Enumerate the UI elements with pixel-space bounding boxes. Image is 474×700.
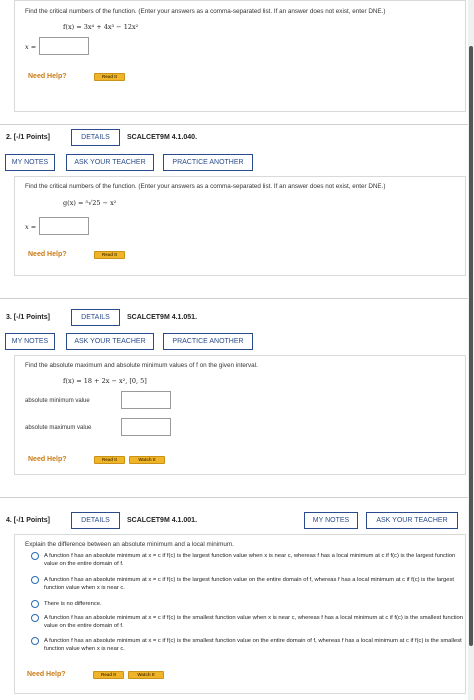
q2-x-label: x =: [25, 223, 37, 231]
q3-min-label: absolute minimum value: [25, 398, 90, 404]
radio-button[interactable]: [31, 614, 39, 622]
q3-watch-it-button[interactable]: Watch It: [129, 456, 165, 464]
q3-header: 3. [-/1 Points]: [6, 314, 50, 321]
q4-prompt: Explain the difference between an absolute minimum and a local minimum.: [25, 541, 234, 548]
q3-max-input[interactable]: [121, 418, 171, 436]
q2-read-it-button[interactable]: Read It: [94, 251, 125, 259]
q1-read-it-button[interactable]: Read It: [94, 73, 125, 81]
option-text: There is no difference.: [44, 601, 102, 607]
q3-prompt: Find the absolute maximum and absolute minimum values of f on the given interval.: [25, 362, 258, 369]
q1-answer-input[interactable]: [39, 37, 89, 55]
separator: [0, 298, 468, 299]
q2-details-button[interactable]: DETAILS: [71, 129, 120, 146]
q3-min-input[interactable]: [121, 391, 171, 409]
option-text: A function f has an absolute minimum at x = c if f(c) is the smallest function value on the entire domain of f, whereas f has a local minimum at c if f(c) is the smallest function value when x is near c.: [44, 638, 462, 652]
q4-ask-teacher-button[interactable]: ASK YOUR TEACHER: [366, 512, 458, 529]
q2-need-help-label: Need Help?: [28, 251, 67, 258]
q4-read-it-button[interactable]: Read It: [93, 671, 124, 679]
scrollbar-thumb[interactable]: [469, 46, 473, 646]
q4-option-3[interactable]: [31, 600, 461, 610]
q3-panel: [14, 355, 466, 475]
page-scrollbar[interactable]: [468, 0, 474, 700]
q4-header: 4. [-/1 Points]: [6, 517, 50, 524]
q2-answer-input[interactable]: [39, 217, 89, 235]
q2-prompt: Find the critical numbers of the function. (Enter your answers as a comma-separated list. If an answer does not exist, enter DNE.): [25, 183, 386, 190]
q2-panel: [14, 176, 466, 276]
radio-button[interactable]: [31, 600, 39, 608]
q4-code: SCALCET9M 4.1.001.: [127, 517, 198, 524]
radio-button[interactable]: [31, 637, 39, 645]
q4-option-5[interactable]: [31, 637, 461, 655]
q3-practice-another-button[interactable]: PRACTICE ANOTHER: [163, 333, 253, 350]
q3-formula: f(x) = 18 + 2x − x², [0, 5]: [63, 377, 147, 385]
q3-read-it-button[interactable]: Read It: [94, 456, 125, 464]
q2-ask-teacher-button[interactable]: ASK YOUR TEACHER: [66, 154, 154, 171]
q4-watch-it-button[interactable]: Watch It: [128, 671, 164, 679]
separator: [0, 124, 468, 125]
q1-prompt: Find the critical numbers of the function. (Enter your answers as a comma-separated list. If an answer does not exist, enter DNE.): [25, 8, 386, 15]
q4-option-1[interactable]: [31, 552, 461, 570]
q3-ask-teacher-button[interactable]: ASK YOUR TEACHER: [66, 333, 154, 350]
q1-formula: f(x) = 3x⁴ + 4x³ − 12x²: [63, 23, 139, 31]
q4-my-notes-button[interactable]: MY NOTES: [304, 512, 358, 529]
option-text: A function f has an absolute minimum at x = c if f(c) is the smallest function value when x is near c, whereas f has a local minimum at c if f(c) is the smallest function value on the entire domain of f.: [44, 615, 464, 629]
option-text: A function f has an absolute minimum at x = c if f(c) is the largest function value when x is near c, whereas f has a local minimum at c if f(c) is the largest function value on the entire domain of f.: [44, 553, 456, 567]
radio-button[interactable]: [31, 552, 39, 560]
q3-code: SCALCET9M 4.1.051.: [127, 314, 198, 321]
q4-option-2[interactable]: [31, 576, 461, 594]
q1-panel: [14, 0, 466, 112]
separator: [0, 497, 468, 498]
q3-max-label: absolute maximum value: [25, 425, 92, 431]
q2-my-notes-button[interactable]: MY NOTES: [5, 154, 55, 171]
q2-header: 2. [-/1 Points]: [6, 134, 50, 141]
q3-need-help-label: Need Help?: [28, 456, 67, 463]
q4-need-help-label: Need Help?: [27, 671, 66, 678]
q2-formula: g(x) = ⁵√25 − x²: [63, 199, 117, 207]
q4-details-button[interactable]: DETAILS: [71, 512, 120, 529]
q1-need-help-label: Need Help?: [28, 73, 67, 80]
q2-code: SCALCET9M 4.1.040.: [127, 134, 198, 141]
radio-button[interactable]: [31, 576, 39, 584]
q1-x-label: x =: [25, 43, 37, 51]
q3-details-button[interactable]: DETAILS: [71, 309, 120, 326]
option-text: A function f has an absolute minimum at x = c if f(c) is the largest function value on the entire domain of f, whereas f has a local minimum at c if f(c) is the largest function value when x is near c.: [44, 577, 454, 591]
q4-option-4[interactable]: [31, 614, 464, 632]
q3-my-notes-button[interactable]: MY NOTES: [5, 333, 55, 350]
q2-practice-another-button[interactable]: PRACTICE ANOTHER: [163, 154, 253, 171]
